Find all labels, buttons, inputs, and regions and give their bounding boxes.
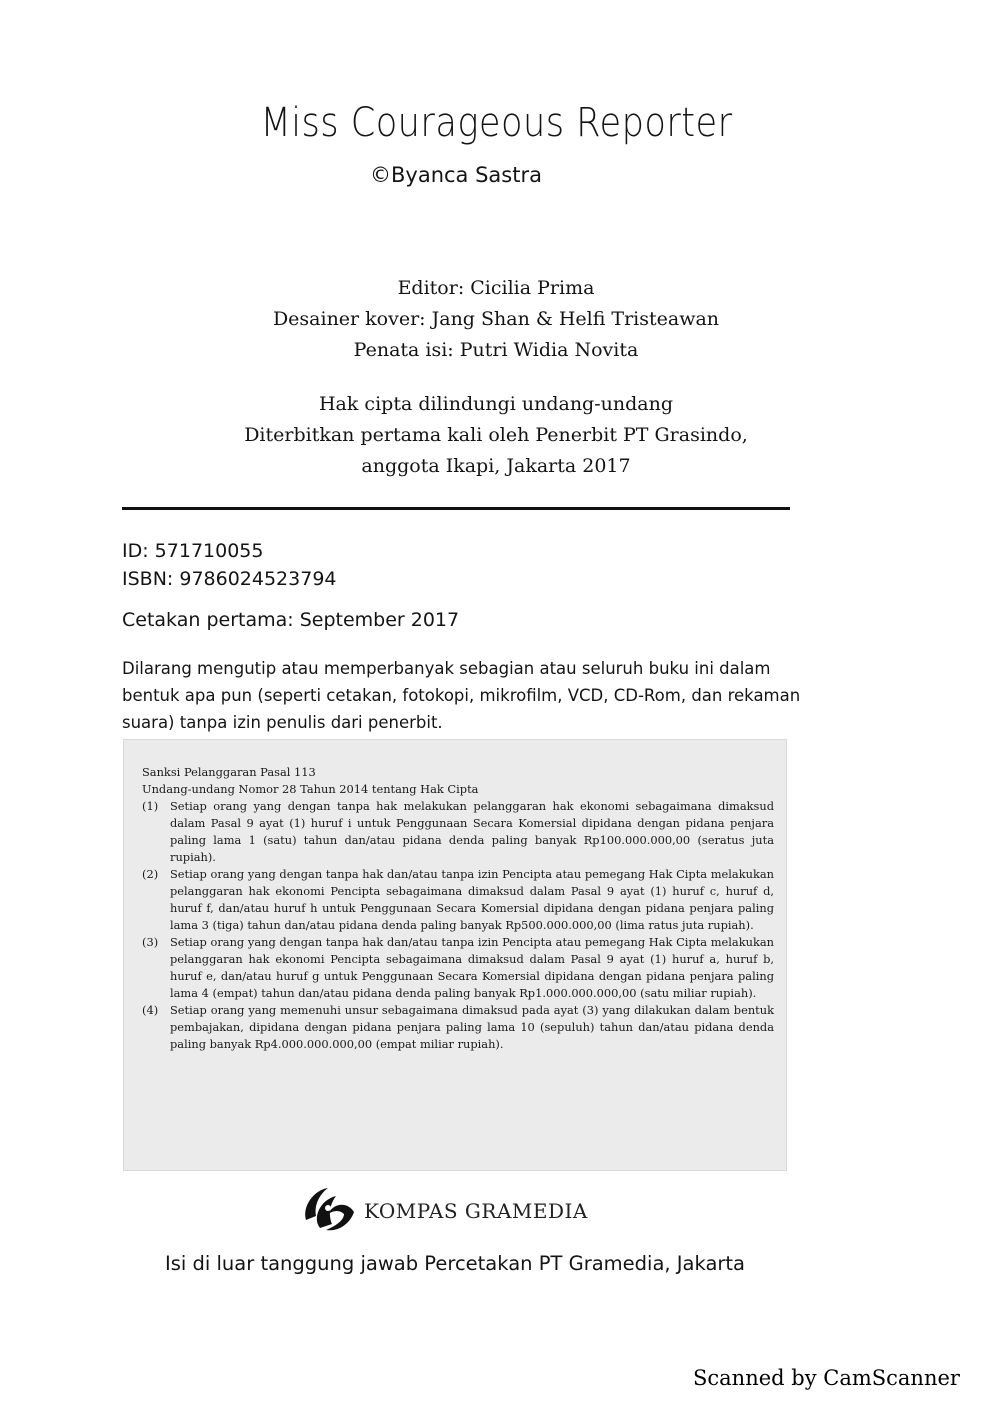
book-title: Miss Courageous Reporter	[260, 100, 733, 146]
kompas-gramedia-logo-icon	[298, 1184, 358, 1236]
sanction-item-number: (4)	[142, 1003, 159, 1017]
sanction-law: Undang-undang Nomor 28 Tahun 2014 tentang Hak Cipta	[142, 782, 479, 796]
sanction-box	[123, 739, 787, 1171]
book-isbn: ISBN: 9786024523794	[122, 568, 337, 590]
cover-designer-credit: Desainer kover: Jang Shan & Helfi Tristeawan	[272, 308, 720, 330]
camscanner-watermark: Scanned by CamScanner	[693, 1366, 960, 1390]
sanction-item-text: Setiap orang yang dengan tanpa hak melakukan pelanggaran hak ekonomi sebagaimana dimaksud dalam Pasal 9 ayat (1) huruf i untuk Penggunaan Secara Komersial dipidana dengan pidana penjara paling lama 1 (satu) tahun dan/atau pidana denda paling banyak Rp100.000.000,00 (seratus juta rupiah).	[170, 799, 774, 864]
sanction-item	[142, 934, 774, 1002]
rights-line-1: Hak cipta dilindungi undang-undang	[318, 393, 674, 415]
sanction-item	[142, 798, 774, 866]
sanction-item	[142, 866, 774, 934]
sanction-item-text: Setiap orang yang dengan tanpa hak dan/atau tanpa izin Pencipta atau pemegang Hak Cipta melakukan pelanggaran hak ekonomi Pencipta sebagaimana dimaksud dalam Pasal 9 ayat (1) huruf c, huruf d, huruf f, dan/atau huruf h untuk Penggunaan Secara Komersial dipidana dengan pidana penjara paling lama 3 (tiga) tahun dan/atau pidana denda paling banyak Rp500.000.000,00 (lima ratus juta rupiah).	[170, 867, 774, 932]
sanction-item-number: (1)	[142, 799, 159, 813]
book-author: ©Byanca Sastra	[370, 163, 542, 187]
copy-notice: Dilarang mengutip atau memperbanyak sebagian atau seluruh buku ini dalam bentuk apa pun (seperti cetakan, fotokopi, mikrofilm, VCD, CD-Rom, dan rekaman suara) tanpa izin penulis dari penerbit.	[122, 659, 801, 732]
sanction-content	[142, 764, 774, 1053]
rights-line-3: anggota Ikapi, Jakarta 2017	[361, 455, 631, 477]
sanction-item-number: (3)	[142, 935, 159, 949]
sanction-item	[142, 1002, 774, 1053]
printing-edition: Cetakan pertama: September 2017	[122, 609, 460, 631]
sanction-item-text: Setiap orang yang memenuhi unsur sebagaimana dimaksud pada ayat (3) yang dilakukan dalam bentuk pembajakan, dipidana dengan pidana penjara paling lama 10 (sepuluh) tahun dan/atau pidana denda paling banyak Rp4.000.000.000,00 (empat miliar rupiah).	[170, 1003, 774, 1051]
kompas-gramedia-logo-text: KOMPAS GRAMEDIA	[364, 1199, 588, 1223]
editor-credit: Editor: Cicilia Prima	[397, 277, 595, 299]
book-id: ID: 571710055	[122, 540, 264, 562]
sanction-heading: Sanksi Pelanggaran Pasal 113	[142, 765, 316, 779]
rights-line-2: Diterbitkan pertama kali oleh Penerbit PT Grasindo,	[244, 424, 748, 446]
sanction-item-text: Setiap orang yang dengan tanpa hak dan/atau tanpa izin Pencipta atau pemegang Hak Cipta melakukan pelanggaran hak ekonomi Pencipta sebagaimana dimaksud dalam Pasal 9 ayat (1) huruf a, huruf b, huruf e, dan/atau huruf g untuk Penggunaan Secara Komersial dipidana dengan pidana penjara paling lama 4 (empat) tahun dan/atau pidana denda paling banyak Rp1.000.000.000,00 (satu miliar rupiah).	[170, 935, 774, 1000]
kompas-gramedia-logo	[298, 1184, 618, 1236]
layout-credit: Penata isi: Putri Widia Novita	[353, 339, 639, 361]
printer-note: Isi di luar tanggung jawab Percetakan PT Gramedia, Jakarta	[164, 1252, 746, 1275]
sanction-item-number: (2)	[142, 867, 159, 881]
divider-rule	[122, 507, 790, 510]
